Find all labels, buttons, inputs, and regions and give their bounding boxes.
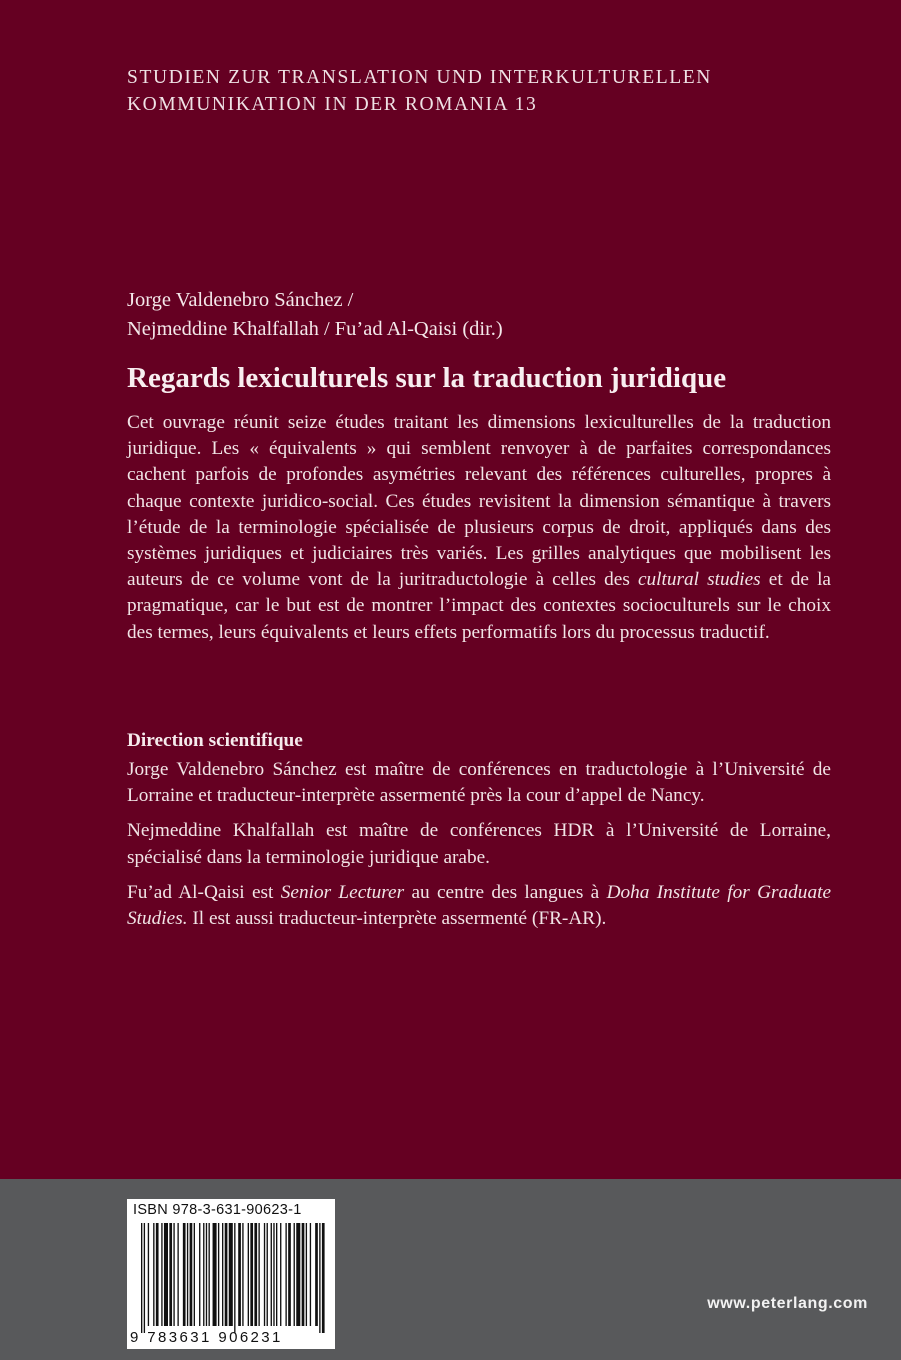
series-title xyxy=(127,64,712,118)
book-description xyxy=(127,410,831,646)
bio-al-qaisi-role: Senior Lecturer xyxy=(280,881,405,903)
description-italic-term: cultural studies xyxy=(637,569,761,591)
description-part-2: et de la pragmatique, car le but est de montrer l’impact des contextes socioculturels sur le choix des termes, leurs équivalents et leurs effets performatifs lors du processus traductif. xyxy=(127,569,831,643)
barcode-icon xyxy=(139,1223,325,1333)
isbn-barcode-box xyxy=(127,1199,335,1349)
bio-al-qaisi-text-c: Il est aussi traducteur-interprète assermenté (FR-AR). xyxy=(187,908,607,930)
footer-band xyxy=(0,1179,901,1360)
bio-al-qaisi-text-b: au centre des langues à xyxy=(404,881,607,903)
publisher-website: www.peterlang.com xyxy=(707,1295,868,1312)
bio-valdenebro: Jorge Valdenebro Sánchez est maître de conférences en traductologie à l’Université de Lorraine et traducteur-interprète assermenté près la cour d’appel de Nancy. xyxy=(127,759,831,807)
book-title: Regards lexiculturels sur la traduction juridique xyxy=(127,362,727,394)
direction-heading: Direction scientifique xyxy=(127,730,303,751)
isbn-label: ISBN 978-3-631-90623-1 xyxy=(133,1202,302,1218)
description-part-1: Cet ouvrage réunit seize études traitant les dimensions lexiculturelles de la traduction juridique. Les « équivalents » qui semblent renvoyer à de parfaites correspondances cachent parfois de profondes asymétries relevant des références culturelles, propres à chaque contexte juridico-social. Ces études revisitent la dimension sémantique à travers l’étude de la terminologie spécialisée de plusieurs corpus de droit, appliqués dans des systèmes juridiques et judiciaires très variés. Les grilles analytiques que mobilisent les auteurs de ce volume vont de la juritraductologie à celles des xyxy=(127,412,831,591)
authors-line-1: Jorge Valdenebro Sánchez / xyxy=(127,289,354,311)
editor-bios xyxy=(127,757,831,941)
authors-line-2: Nejmeddine Khalfallah / Fu’ad Al-Qaisi (dir.) xyxy=(127,318,503,340)
bio-al-qaisi-text-a: Fu’ad Al-Qaisi est xyxy=(127,881,281,903)
series-line-1: STUDIEN ZUR TRANSLATION UND INTERKULTURELLEN xyxy=(127,67,712,88)
ean-digits: 9 783631 906231 xyxy=(130,1329,283,1346)
bio-al-qaisi-institute: Doha Institute for Graduate Studies. xyxy=(127,881,832,930)
series-line-2: KOMMUNIKATION IN DER ROMANIA 13 xyxy=(127,94,538,115)
bio-khalfallah: Nejmeddine Khalfallah est maître de conférences HDR à l’Université de Lorraine, spécialisé dans la terminologie juridique arabe. xyxy=(127,820,831,868)
bio-al-qaisi xyxy=(127,880,831,932)
authors xyxy=(127,286,503,344)
